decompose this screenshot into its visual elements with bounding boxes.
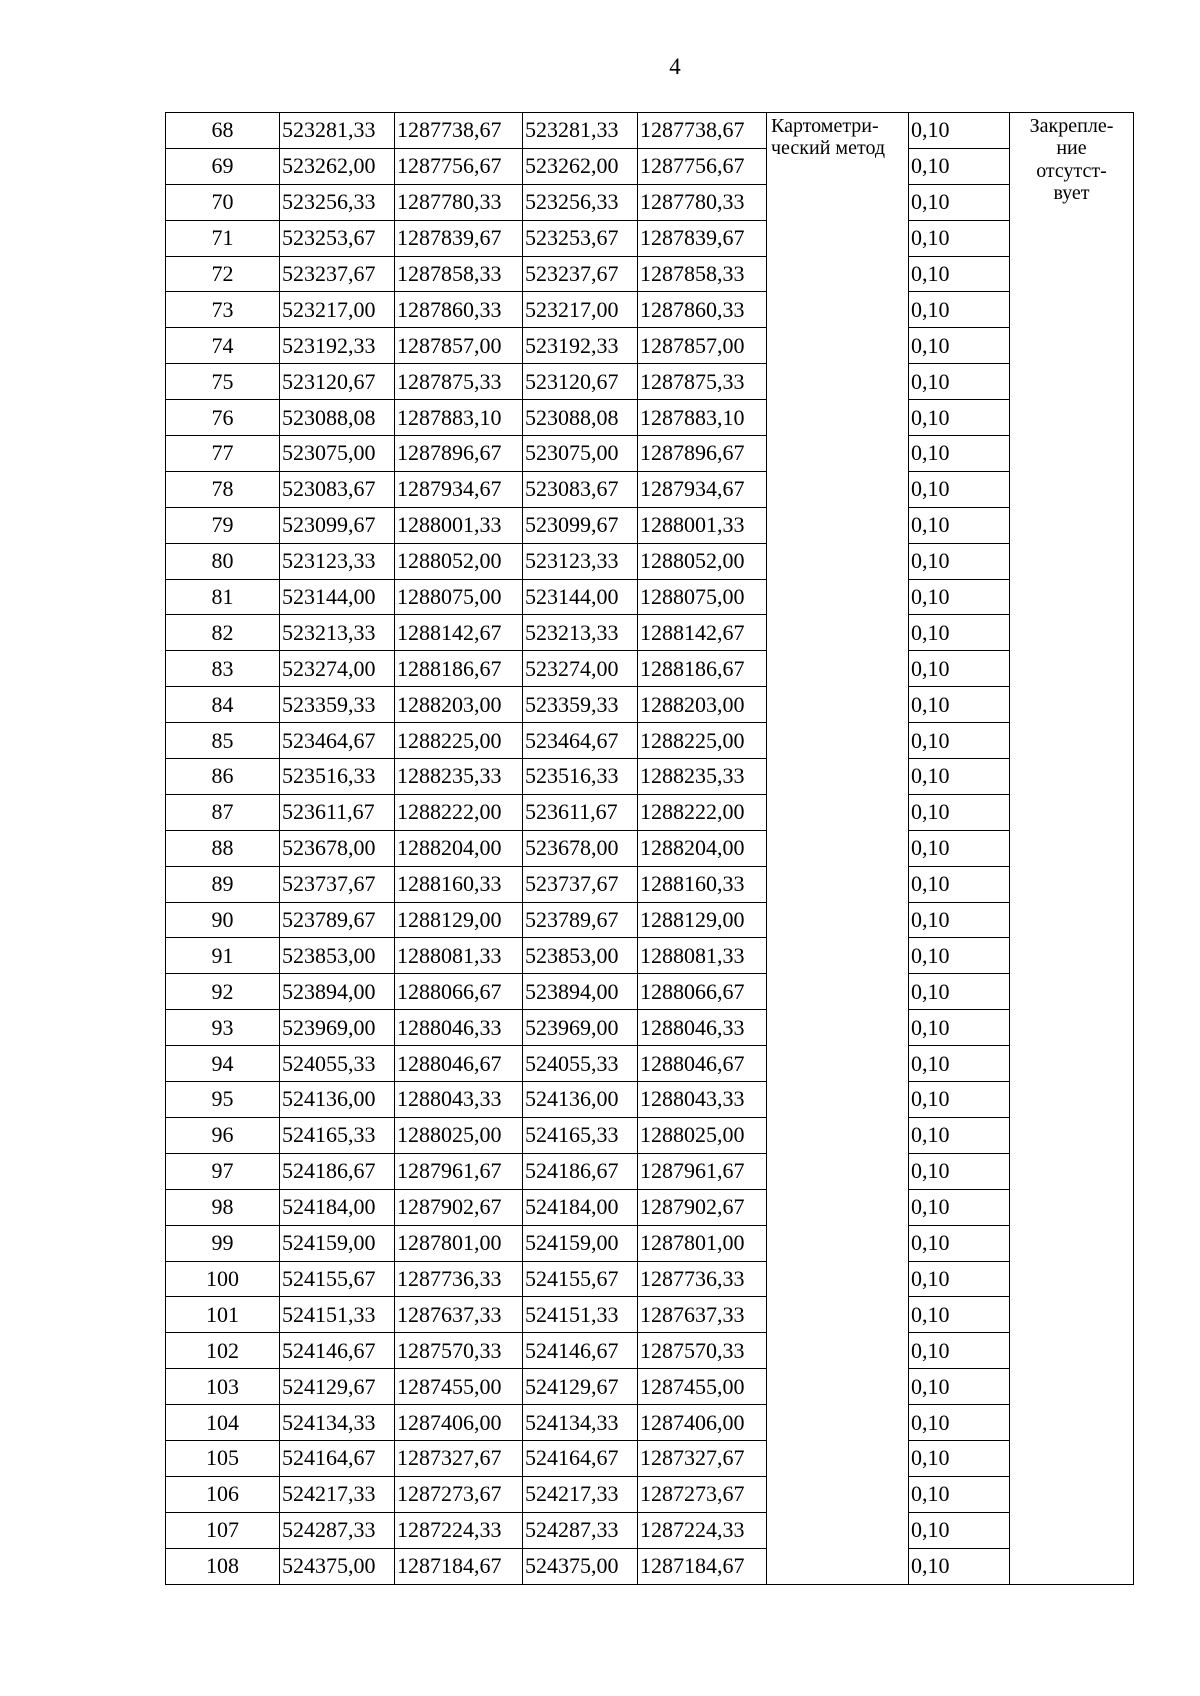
table-row xyxy=(166,184,1134,220)
cell-accuracy: 0,10 xyxy=(909,220,1010,256)
cell-y-existing: 1288025,00 xyxy=(395,1117,523,1153)
table-row xyxy=(166,1369,1134,1405)
table-row xyxy=(166,364,1134,400)
cell-x-existing: 524151,33 xyxy=(280,1297,395,1333)
cell-accuracy: 0,10 xyxy=(909,1189,1010,1225)
cell-x-new: 523464,67 xyxy=(523,723,638,759)
cell-accuracy: 0,10 xyxy=(909,1010,1010,1046)
table-row xyxy=(166,328,1134,364)
cell-y-new: 1287858,33 xyxy=(638,256,767,292)
cell-x-existing: 524129,67 xyxy=(280,1369,395,1405)
cell-y-new: 1288222,00 xyxy=(638,794,767,830)
cell-y-existing: 1287273,67 xyxy=(395,1476,523,1512)
cell-x-new: 524134,33 xyxy=(523,1405,638,1441)
table-row xyxy=(166,1476,1134,1512)
cell-x-existing: 523083,67 xyxy=(280,471,395,507)
cell-x-existing: 524055,33 xyxy=(280,1046,395,1082)
cell-y-existing: 1287406,00 xyxy=(395,1405,523,1441)
cell-x-existing: 523611,67 xyxy=(280,794,395,830)
cell-accuracy: 0,10 xyxy=(909,1297,1010,1333)
cell-accuracy: 0,10 xyxy=(909,902,1010,938)
cell-point-number: 96 xyxy=(166,1117,280,1153)
cell-point-number: 79 xyxy=(166,507,280,543)
cell-accuracy: 0,10 xyxy=(909,364,1010,400)
cell-x-existing: 523144,00 xyxy=(280,579,395,615)
cell-accuracy: 0,10 xyxy=(909,1082,1010,1118)
cell-x-existing: 523281,33 xyxy=(280,113,395,149)
cell-x-existing: 523099,67 xyxy=(280,507,395,543)
cell-y-existing: 1287224,33 xyxy=(395,1512,523,1548)
table-row xyxy=(166,1010,1134,1046)
cell-accuracy: 0,10 xyxy=(909,436,1010,472)
cell-y-existing: 1287839,67 xyxy=(395,220,523,256)
cell-accuracy: 0,10 xyxy=(909,1405,1010,1441)
cell-x-existing: 523075,00 xyxy=(280,436,395,472)
cell-x-new: 523213,33 xyxy=(523,615,638,651)
cell-y-new: 1287961,67 xyxy=(638,1153,767,1189)
cell-accuracy: 0,10 xyxy=(909,974,1010,1010)
cell-y-new: 1287883,10 xyxy=(638,400,767,436)
cell-point-number: 93 xyxy=(166,1010,280,1046)
cell-point-number: 78 xyxy=(166,471,280,507)
cell-accuracy: 0,10 xyxy=(909,866,1010,902)
cell-x-existing: 523262,00 xyxy=(280,148,395,184)
cell-y-new: 1287184,67 xyxy=(638,1548,767,1584)
table-row xyxy=(166,113,1134,149)
cell-y-new: 1287875,33 xyxy=(638,364,767,400)
cell-y-new: 1287780,33 xyxy=(638,184,767,220)
table-row xyxy=(166,687,1134,723)
cell-y-new: 1288204,00 xyxy=(638,830,767,866)
cell-y-new: 1288081,33 xyxy=(638,938,767,974)
cell-accuracy: 0,10 xyxy=(909,651,1010,687)
cell-accuracy: 0,10 xyxy=(909,830,1010,866)
cell-x-new: 524217,33 xyxy=(523,1476,638,1512)
table-row xyxy=(166,1512,1134,1548)
cell-y-new: 1288142,67 xyxy=(638,615,767,651)
method-cell: Картометри- ческий метод xyxy=(767,113,909,1585)
cell-x-new: 524186,67 xyxy=(523,1153,638,1189)
cell-x-existing: 523123,33 xyxy=(280,543,395,579)
cell-point-number: 91 xyxy=(166,938,280,974)
table-row xyxy=(166,759,1134,795)
table-row xyxy=(166,1261,1134,1297)
cell-accuracy: 0,10 xyxy=(909,256,1010,292)
cell-y-new: 1287736,33 xyxy=(638,1261,767,1297)
cell-x-existing: 524134,33 xyxy=(280,1405,395,1441)
cell-x-new: 523120,67 xyxy=(523,364,638,400)
cell-y-existing: 1288235,33 xyxy=(395,759,523,795)
cell-x-new: 523192,33 xyxy=(523,328,638,364)
table-row xyxy=(166,148,1134,184)
cell-x-new: 524375,00 xyxy=(523,1548,638,1584)
cell-x-existing: 523737,67 xyxy=(280,866,395,902)
cell-accuracy: 0,10 xyxy=(909,1117,1010,1153)
cell-x-existing: 523274,00 xyxy=(280,651,395,687)
cell-point-number: 75 xyxy=(166,364,280,400)
cell-y-existing: 1288204,00 xyxy=(395,830,523,866)
cell-y-new: 1287896,67 xyxy=(638,436,767,472)
cell-x-existing: 523853,00 xyxy=(280,938,395,974)
cell-y-new: 1288046,67 xyxy=(638,1046,767,1082)
cell-y-new: 1287801,00 xyxy=(638,1225,767,1261)
cell-y-existing: 1287455,00 xyxy=(395,1369,523,1405)
cell-x-existing: 524164,67 xyxy=(280,1440,395,1476)
cell-x-existing: 523256,33 xyxy=(280,184,395,220)
cell-y-existing: 1287736,33 xyxy=(395,1261,523,1297)
cell-point-number: 86 xyxy=(166,759,280,795)
cell-y-existing: 1288203,00 xyxy=(395,687,523,723)
cell-y-new: 1288129,00 xyxy=(638,902,767,938)
cell-x-existing: 523516,33 xyxy=(280,759,395,795)
cell-x-existing: 524136,00 xyxy=(280,1082,395,1118)
table-row xyxy=(166,436,1134,472)
cell-x-existing: 524186,67 xyxy=(280,1153,395,1189)
table-row xyxy=(166,1405,1134,1441)
cell-point-number: 81 xyxy=(166,579,280,615)
cell-x-new: 523359,33 xyxy=(523,687,638,723)
cell-point-number: 87 xyxy=(166,794,280,830)
table-row xyxy=(166,830,1134,866)
cell-y-new: 1288001,33 xyxy=(638,507,767,543)
cell-x-existing: 524217,33 xyxy=(280,1476,395,1512)
cell-point-number: 76 xyxy=(166,400,280,436)
cell-y-new: 1288043,33 xyxy=(638,1082,767,1118)
cell-x-new: 524287,33 xyxy=(523,1512,638,1548)
cell-x-existing: 523088,08 xyxy=(280,400,395,436)
cell-x-new: 523516,33 xyxy=(523,759,638,795)
cell-y-new: 1287570,33 xyxy=(638,1333,767,1369)
cell-point-number: 77 xyxy=(166,436,280,472)
fixing-cell: Закрепле- ние отсутст- вует xyxy=(1010,113,1134,1585)
page-number: 4 xyxy=(669,54,681,79)
cell-y-existing: 1287902,67 xyxy=(395,1189,523,1225)
table-row xyxy=(166,1189,1134,1225)
cell-y-existing: 1287961,67 xyxy=(395,1153,523,1189)
table-row xyxy=(166,507,1134,543)
cell-x-new: 524129,67 xyxy=(523,1369,638,1405)
cell-point-number: 69 xyxy=(166,148,280,184)
cell-y-new: 1287738,67 xyxy=(638,113,767,149)
cell-y-new: 1288052,00 xyxy=(638,543,767,579)
table-row xyxy=(166,1082,1134,1118)
cell-x-new: 523099,67 xyxy=(523,507,638,543)
cell-y-new: 1287406,00 xyxy=(638,1405,767,1441)
cell-y-new: 1288160,33 xyxy=(638,866,767,902)
cell-accuracy: 0,10 xyxy=(909,579,1010,615)
cell-x-new: 524055,33 xyxy=(523,1046,638,1082)
cell-accuracy: 0,10 xyxy=(909,507,1010,543)
table-row xyxy=(166,651,1134,687)
cell-y-new: 1288235,33 xyxy=(638,759,767,795)
cell-y-existing: 1287857,00 xyxy=(395,328,523,364)
cell-y-new: 1288225,00 xyxy=(638,723,767,759)
cell-y-existing: 1288066,67 xyxy=(395,974,523,1010)
cell-point-number: 90 xyxy=(166,902,280,938)
cell-accuracy: 0,10 xyxy=(909,615,1010,651)
table-row xyxy=(166,543,1134,579)
cell-y-new: 1287756,67 xyxy=(638,148,767,184)
cell-y-existing: 1288052,00 xyxy=(395,543,523,579)
cell-y-existing: 1288081,33 xyxy=(395,938,523,974)
cell-x-new: 523894,00 xyxy=(523,974,638,1010)
cell-x-new: 523123,33 xyxy=(523,543,638,579)
cell-point-number: 92 xyxy=(166,974,280,1010)
cell-y-existing: 1287738,67 xyxy=(395,113,523,149)
cell-point-number: 103 xyxy=(166,1369,280,1405)
cell-x-existing: 523894,00 xyxy=(280,974,395,1010)
cell-x-new: 523256,33 xyxy=(523,184,638,220)
cell-y-existing: 1288075,00 xyxy=(395,579,523,615)
table-row xyxy=(166,902,1134,938)
cell-point-number: 89 xyxy=(166,866,280,902)
cell-x-existing: 523969,00 xyxy=(280,1010,395,1046)
cell-accuracy: 0,10 xyxy=(909,113,1010,149)
cell-accuracy: 0,10 xyxy=(909,1440,1010,1476)
cell-point-number: 73 xyxy=(166,292,280,328)
cell-y-existing: 1288222,00 xyxy=(395,794,523,830)
table-row xyxy=(166,579,1134,615)
coordinates-table xyxy=(165,112,1134,1585)
cell-x-existing: 524184,00 xyxy=(280,1189,395,1225)
cell-y-new: 1287902,67 xyxy=(638,1189,767,1225)
cell-point-number: 82 xyxy=(166,615,280,651)
cell-point-number: 68 xyxy=(166,113,280,149)
cell-y-existing: 1288046,67 xyxy=(395,1046,523,1082)
cell-point-number: 104 xyxy=(166,1405,280,1441)
cell-y-existing: 1287756,67 xyxy=(395,148,523,184)
table-row xyxy=(166,938,1134,974)
cell-y-existing: 1287780,33 xyxy=(395,184,523,220)
cell-point-number: 97 xyxy=(166,1153,280,1189)
cell-x-existing: 523217,00 xyxy=(280,292,395,328)
cell-accuracy: 0,10 xyxy=(909,1261,1010,1297)
cell-accuracy: 0,10 xyxy=(909,794,1010,830)
cell-y-existing: 1288001,33 xyxy=(395,507,523,543)
cell-accuracy: 0,10 xyxy=(909,759,1010,795)
cell-x-new: 524159,00 xyxy=(523,1225,638,1261)
cell-x-existing: 523213,33 xyxy=(280,615,395,651)
cell-point-number: 102 xyxy=(166,1333,280,1369)
cell-y-existing: 1288225,00 xyxy=(395,723,523,759)
cell-y-new: 1287860,33 xyxy=(638,292,767,328)
cell-x-new: 524165,33 xyxy=(523,1117,638,1153)
cell-x-existing: 524155,67 xyxy=(280,1261,395,1297)
cell-x-existing: 523678,00 xyxy=(280,830,395,866)
cell-y-existing: 1288160,33 xyxy=(395,866,523,902)
cell-x-existing: 523237,67 xyxy=(280,256,395,292)
cell-x-existing: 523789,67 xyxy=(280,902,395,938)
cell-x-new: 524136,00 xyxy=(523,1082,638,1118)
cell-x-existing: 523359,33 xyxy=(280,687,395,723)
cell-y-new: 1288066,67 xyxy=(638,974,767,1010)
cell-point-number: 83 xyxy=(166,651,280,687)
cell-x-new: 523853,00 xyxy=(523,938,638,974)
table-row xyxy=(166,471,1134,507)
cell-y-existing: 1287184,67 xyxy=(395,1548,523,1584)
cell-x-existing: 523120,67 xyxy=(280,364,395,400)
table-row xyxy=(166,1333,1134,1369)
cell-accuracy: 0,10 xyxy=(909,723,1010,759)
cell-x-existing: 523464,67 xyxy=(280,723,395,759)
table-row xyxy=(166,1117,1134,1153)
cell-accuracy: 0,10 xyxy=(909,184,1010,220)
cell-point-number: 101 xyxy=(166,1297,280,1333)
cell-y-new: 1288025,00 xyxy=(638,1117,767,1153)
cell-point-number: 80 xyxy=(166,543,280,579)
cell-y-existing: 1287637,33 xyxy=(395,1297,523,1333)
cell-y-new: 1287857,00 xyxy=(638,328,767,364)
cell-y-new: 1287224,33 xyxy=(638,1512,767,1548)
cell-x-new: 523253,67 xyxy=(523,220,638,256)
cell-accuracy: 0,10 xyxy=(909,938,1010,974)
cell-point-number: 94 xyxy=(166,1046,280,1082)
cell-point-number: 88 xyxy=(166,830,280,866)
cell-y-existing: 1287875,33 xyxy=(395,364,523,400)
table-row xyxy=(166,1153,1134,1189)
table-row xyxy=(166,866,1134,902)
table-row xyxy=(166,1297,1134,1333)
cell-accuracy: 0,10 xyxy=(909,471,1010,507)
cell-x-existing: 523192,33 xyxy=(280,328,395,364)
table-row xyxy=(166,794,1134,830)
cell-x-new: 523737,67 xyxy=(523,866,638,902)
cell-accuracy: 0,10 xyxy=(909,1369,1010,1405)
table-row xyxy=(166,1225,1134,1261)
table-row xyxy=(166,1548,1134,1584)
cell-point-number: 100 xyxy=(166,1261,280,1297)
cell-x-new: 523789,67 xyxy=(523,902,638,938)
table-row xyxy=(166,615,1134,651)
cell-y-existing: 1287934,67 xyxy=(395,471,523,507)
cell-y-new: 1288075,00 xyxy=(638,579,767,615)
table-row xyxy=(166,220,1134,256)
cell-y-existing: 1287327,67 xyxy=(395,1440,523,1476)
cell-x-existing: 524146,67 xyxy=(280,1333,395,1369)
cell-accuracy: 0,10 xyxy=(909,543,1010,579)
table-row xyxy=(166,1440,1134,1476)
cell-point-number: 95 xyxy=(166,1082,280,1118)
cell-y-existing: 1287858,33 xyxy=(395,256,523,292)
cell-x-new: 523274,00 xyxy=(523,651,638,687)
cell-accuracy: 0,10 xyxy=(909,292,1010,328)
cell-accuracy: 0,10 xyxy=(909,148,1010,184)
cell-point-number: 71 xyxy=(166,220,280,256)
cell-accuracy: 0,10 xyxy=(909,1333,1010,1369)
cell-point-number: 72 xyxy=(166,256,280,292)
cell-accuracy: 0,10 xyxy=(909,328,1010,364)
cell-y-new: 1287934,67 xyxy=(638,471,767,507)
cell-x-new: 524146,67 xyxy=(523,1333,638,1369)
cell-x-new: 523088,08 xyxy=(523,400,638,436)
cell-x-new: 523611,67 xyxy=(523,794,638,830)
table-row xyxy=(166,974,1134,1010)
cell-point-number: 70 xyxy=(166,184,280,220)
cell-x-new: 524155,67 xyxy=(523,1261,638,1297)
cell-x-existing: 523253,67 xyxy=(280,220,395,256)
cell-accuracy: 0,10 xyxy=(909,1225,1010,1261)
cell-y-existing: 1287570,33 xyxy=(395,1333,523,1369)
cell-point-number: 84 xyxy=(166,687,280,723)
cell-x-new: 523678,00 xyxy=(523,830,638,866)
cell-y-existing: 1288186,67 xyxy=(395,651,523,687)
cell-x-new: 523083,67 xyxy=(523,471,638,507)
cell-x-new: 523237,67 xyxy=(523,256,638,292)
table-body xyxy=(166,113,1134,1585)
cell-x-existing: 524159,00 xyxy=(280,1225,395,1261)
cell-x-new: 523262,00 xyxy=(523,148,638,184)
cell-y-new: 1287455,00 xyxy=(638,1369,767,1405)
cell-x-existing: 524165,33 xyxy=(280,1117,395,1153)
cell-y-new: 1287637,33 xyxy=(638,1297,767,1333)
cell-accuracy: 0,10 xyxy=(909,1046,1010,1082)
table-row xyxy=(166,292,1134,328)
cell-x-new: 523144,00 xyxy=(523,579,638,615)
table-row xyxy=(166,1046,1134,1082)
cell-y-new: 1287839,67 xyxy=(638,220,767,256)
cell-x-new: 524151,33 xyxy=(523,1297,638,1333)
cell-y-new: 1288046,33 xyxy=(638,1010,767,1046)
cell-point-number: 108 xyxy=(166,1548,280,1584)
table-row xyxy=(166,400,1134,436)
cell-x-existing: 524375,00 xyxy=(280,1548,395,1584)
table-row xyxy=(166,723,1134,759)
cell-accuracy: 0,10 xyxy=(909,1548,1010,1584)
cell-x-new: 523281,33 xyxy=(523,113,638,149)
cell-point-number: 85 xyxy=(166,723,280,759)
cell-x-new: 523969,00 xyxy=(523,1010,638,1046)
cell-point-number: 107 xyxy=(166,1512,280,1548)
cell-point-number: 74 xyxy=(166,328,280,364)
cell-y-new: 1287327,67 xyxy=(638,1440,767,1476)
cell-accuracy: 0,10 xyxy=(909,1153,1010,1189)
cell-x-existing: 524287,33 xyxy=(280,1512,395,1548)
cell-y-existing: 1287896,67 xyxy=(395,436,523,472)
cell-point-number: 98 xyxy=(166,1189,280,1225)
cell-accuracy: 0,10 xyxy=(909,400,1010,436)
cell-accuracy: 0,10 xyxy=(909,687,1010,723)
cell-y-existing: 1288043,33 xyxy=(395,1082,523,1118)
cell-y-existing: 1288046,33 xyxy=(395,1010,523,1046)
cell-y-existing: 1287801,00 xyxy=(395,1225,523,1261)
cell-y-existing: 1287860,33 xyxy=(395,292,523,328)
cell-y-existing: 1287883,10 xyxy=(395,400,523,436)
table-row xyxy=(166,256,1134,292)
cell-x-new: 524184,00 xyxy=(523,1189,638,1225)
cell-point-number: 106 xyxy=(166,1476,280,1512)
cell-y-new: 1288186,67 xyxy=(638,651,767,687)
cell-y-new: 1287273,67 xyxy=(638,1476,767,1512)
cell-accuracy: 0,10 xyxy=(909,1512,1010,1548)
cell-x-new: 523075,00 xyxy=(523,436,638,472)
cell-y-existing: 1288142,67 xyxy=(395,615,523,651)
cell-y-existing: 1288129,00 xyxy=(395,902,523,938)
cell-x-new: 524164,67 xyxy=(523,1440,638,1476)
cell-accuracy: 0,10 xyxy=(909,1476,1010,1512)
cell-point-number: 99 xyxy=(166,1225,280,1261)
cell-point-number: 105 xyxy=(166,1440,280,1476)
cell-x-new: 523217,00 xyxy=(523,292,638,328)
cell-y-new: 1288203,00 xyxy=(638,687,767,723)
